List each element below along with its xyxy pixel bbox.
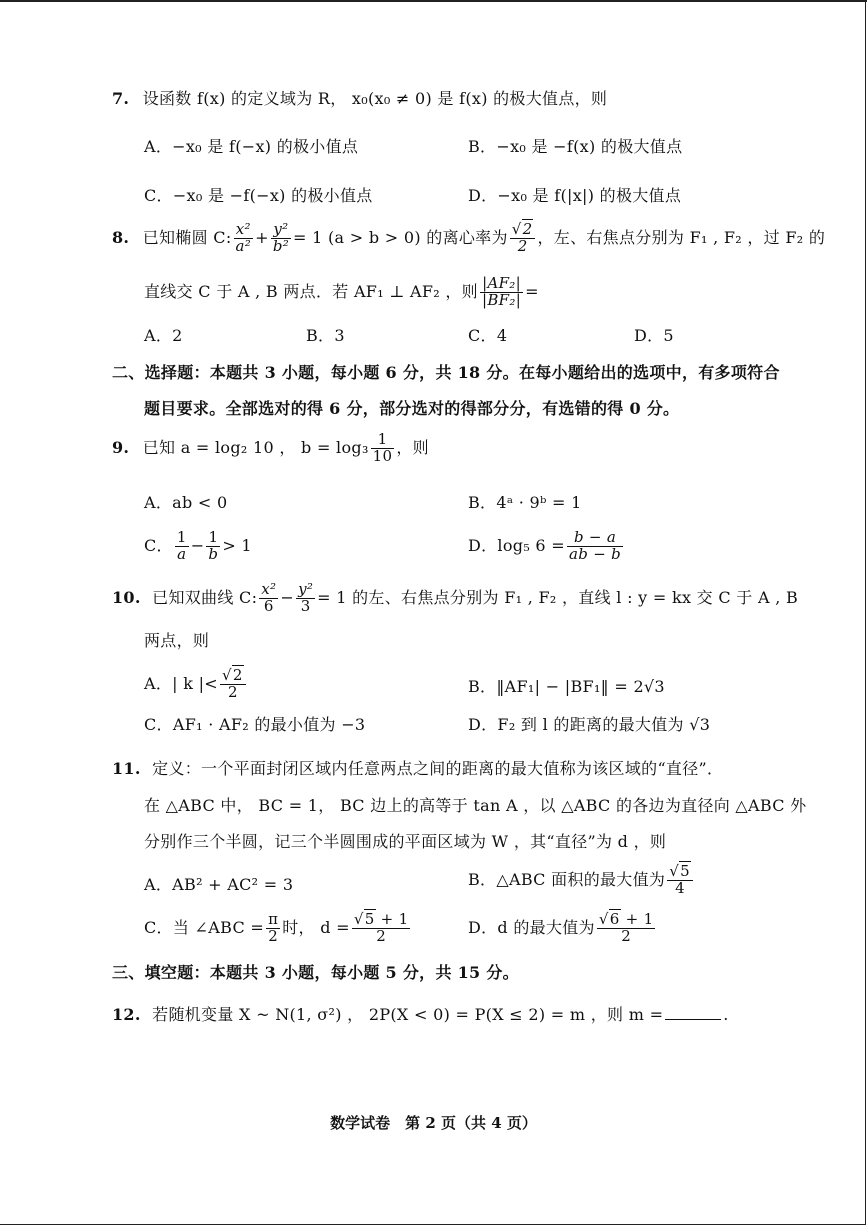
q7-option-d: D．−x₀ 是 f(|x|) 的极大值点 — [468, 186, 682, 205]
fraction-x2-6: $\frac{\text{x²}}{6}$ — [261, 580, 277, 615]
section-3-heading: 三、填空题：本题共 3 小题，每小题 5 分，共 15 分。 — [112, 963, 519, 982]
q9-option-a: A．ab < 0 — [144, 493, 228, 512]
q9-option-c: C． $\frac{1}{a}$ − $\frac{1}{b}$ > 1 — [144, 528, 252, 563]
fraction-sqrt6-plus1-2: $\frac{√6 + 1}{2}$ — [598, 910, 654, 945]
fraction-sqrt5-plus1-2: $\frac{√5 + 1}{2}$ — [353, 910, 409, 945]
fraction-denominator: ab − b — [569, 544, 622, 563]
fraction-x2-a2: $\frac{\text{x²}}{\text{a²}}$ — [235, 220, 252, 255]
fraction-1-a: $\frac{1}{a}$ — [176, 528, 187, 563]
question-text: 定义：一个平面封闭区域内任意两点之间的距离的最大值称为该区域的“直径”． — [152, 759, 724, 778]
question-text: 设函数 f(x) 的定义域为 R， x₀(x₀ ≠ 0) 是 f(x) 的极大值点，则 — [142, 89, 608, 108]
question-text: 已知 a = log₂ 10 ， b = log₃ — [142, 437, 369, 457]
question-text: . — [723, 1005, 729, 1024]
fraction-numerator: b − a — [567, 530, 623, 547]
q7-option-a: A．−x₀ 是 f(−x) 的极小值点 — [144, 137, 359, 156]
question-9-stem — [112, 432, 429, 465]
option-text: 时， d = — [282, 917, 350, 937]
question-number: 11. — [112, 759, 141, 778]
fraction-sqrt5-4: $\frac{√5}{4}$ — [667, 864, 693, 897]
question-11-line2: 在 △ABC 中， BC = 1， BC 边上的高等于 tan A ，以 △ABC 的各边为直径向 △ABC 外 — [144, 796, 807, 815]
answer-blank[interactable] — [665, 1005, 721, 1020]
q11-option-d — [468, 912, 657, 945]
fraction-pi-2: $\frac{\pi}{2}$ — [268, 910, 279, 945]
q11-option-b — [468, 864, 695, 897]
q7-option-c: C．−x₀ 是 −f(−x) 的极小值点 — [144, 186, 373, 205]
page-footer: 数学试卷 第 2 页（共 4 页） — [330, 1114, 537, 1132]
question-text: 已知双曲线 C: — [152, 587, 258, 607]
q11-option-c — [144, 912, 412, 945]
option-label: C． — [144, 535, 173, 555]
option-text: D．d 的最大值为 — [468, 917, 595, 937]
fraction-sqrt2-2: $\frac{√2}{2}$ — [220, 668, 246, 701]
q8-option-d: D．5 — [634, 326, 674, 345]
q8-option-a: A．2 — [144, 326, 183, 345]
question-text: = — [525, 281, 539, 301]
fraction-sqrt2-2: $\frac{√2}{2}$ — [510, 222, 536, 255]
question-10-stem: 10. 已知双曲线 C: $\frac{\text{x²}}{6}$ − $\frac{\text{y²}}{3}$ = 1 的左、右焦点分别为 F₁ , F₂ ，直线 l : y = kx 交 C 于 A , B — [112, 580, 799, 615]
question-10-stem-cont: 两点，则 — [144, 631, 210, 650]
question-text: 直线交 C 于 A , B 两点．若 AF₁ ⊥ AF₂ ，则 — [144, 281, 478, 301]
option-text: D．log₅ 6 = — [468, 535, 565, 555]
q9-option-b: B．4ᵃ · 9ᵇ = 1 — [468, 493, 582, 512]
question-8-stem-line2 — [144, 276, 539, 309]
question-number: 9. — [112, 437, 130, 457]
option-text: B．△ABC 面积的最大值为 — [468, 869, 666, 889]
q7-option-b: B．−x₀ 是 −f(x) 的极大值点 — [468, 137, 683, 156]
q10-option-c: C．AF₁ · AF₂ 的最小值为 −3 — [144, 715, 366, 734]
fraction-af2-bf2: $\frac{\text{|AF₂|}}{\text{|BF₂|}}$ — [482, 274, 522, 309]
fraction-y2-b2: $\frac{\text{y²}}{\text{b²}}$ — [272, 220, 290, 255]
question-8-stem-line1: 8. 已知椭圆 C: $\frac{\text{x²}}{\text{a²}}$ + $\frac{\text{y²}}{\text{b²}}$ = 1 (a > b > 0) 的离心率为 $\frac{√2}{2}$ ，左、右焦点分别为 F₁ , F₂ ，过 F₂ 的 — [112, 220, 826, 255]
question-number: 10. — [112, 587, 141, 607]
question-text: ，左、右焦点分别为 F₁ , F₂ ，过 F₂ 的 — [537, 227, 826, 247]
question-text: ，则 — [396, 437, 429, 457]
section-2-heading: 二、选择题：本题共 3 小题，每小题 6 分，共 18 分。在每小题给出的选项中，有多项符合 — [112, 363, 780, 382]
question-12-stem — [112, 1002, 729, 1025]
section-2-heading-cont: 题目要求。全部选对的得 6 分，部分选对的得部分分，有选错的得 0 分。 — [144, 399, 680, 418]
question-text: 已知椭圆 C: — [142, 227, 232, 247]
q9-option-d — [468, 530, 625, 563]
option-text: > 1 — [222, 535, 252, 555]
fraction-1-b: $\frac{1}{b}$ — [208, 528, 219, 563]
q8-option-c: C．4 — [468, 326, 508, 345]
fraction-d — [567, 530, 623, 563]
question-number: 8. — [112, 227, 130, 247]
question-7-stem — [112, 86, 607, 109]
q11-option-a: A．AB² + AC² = 3 — [144, 875, 294, 894]
q10-option-a — [144, 668, 248, 701]
question-11-line3: 分别作三个半圆，记三个半圆围成的平面区域为 W ，其“直径”为 d ，则 — [144, 832, 667, 851]
fraction-1-10: $\frac{1}{10}$ — [372, 430, 393, 465]
q10-option-d: D．F₂ 到 l 的距离的最大值为 √3 — [468, 715, 711, 734]
q8-option-b: B．3 — [306, 326, 345, 345]
option-text: C．当 ∠ABC = — [144, 917, 265, 937]
question-11-stem — [112, 756, 723, 779]
fraction-y2-3: $\frac{\text{y²}}{3}$ — [298, 580, 314, 615]
question-number: 7. — [112, 89, 130, 108]
question-text: = 1 (a > b > 0) 的离心率为 — [293, 227, 508, 247]
option-text: A．| k |< — [144, 673, 219, 693]
q10-option-b: B．‖AF₁| − |BF₁‖ = 2√3 — [468, 677, 665, 696]
question-text: 若随机变量 X ~ N(1, σ²) ， 2P(X < 0) = P(X ≤ 2) = m ，则 m = — [152, 1005, 664, 1024]
question-text: = 1 的左、右焦点分别为 F₁ , F₂ ，直线 l : y = kx 交 C 于 A , B — [317, 587, 799, 607]
question-number: 12. — [112, 1005, 141, 1024]
